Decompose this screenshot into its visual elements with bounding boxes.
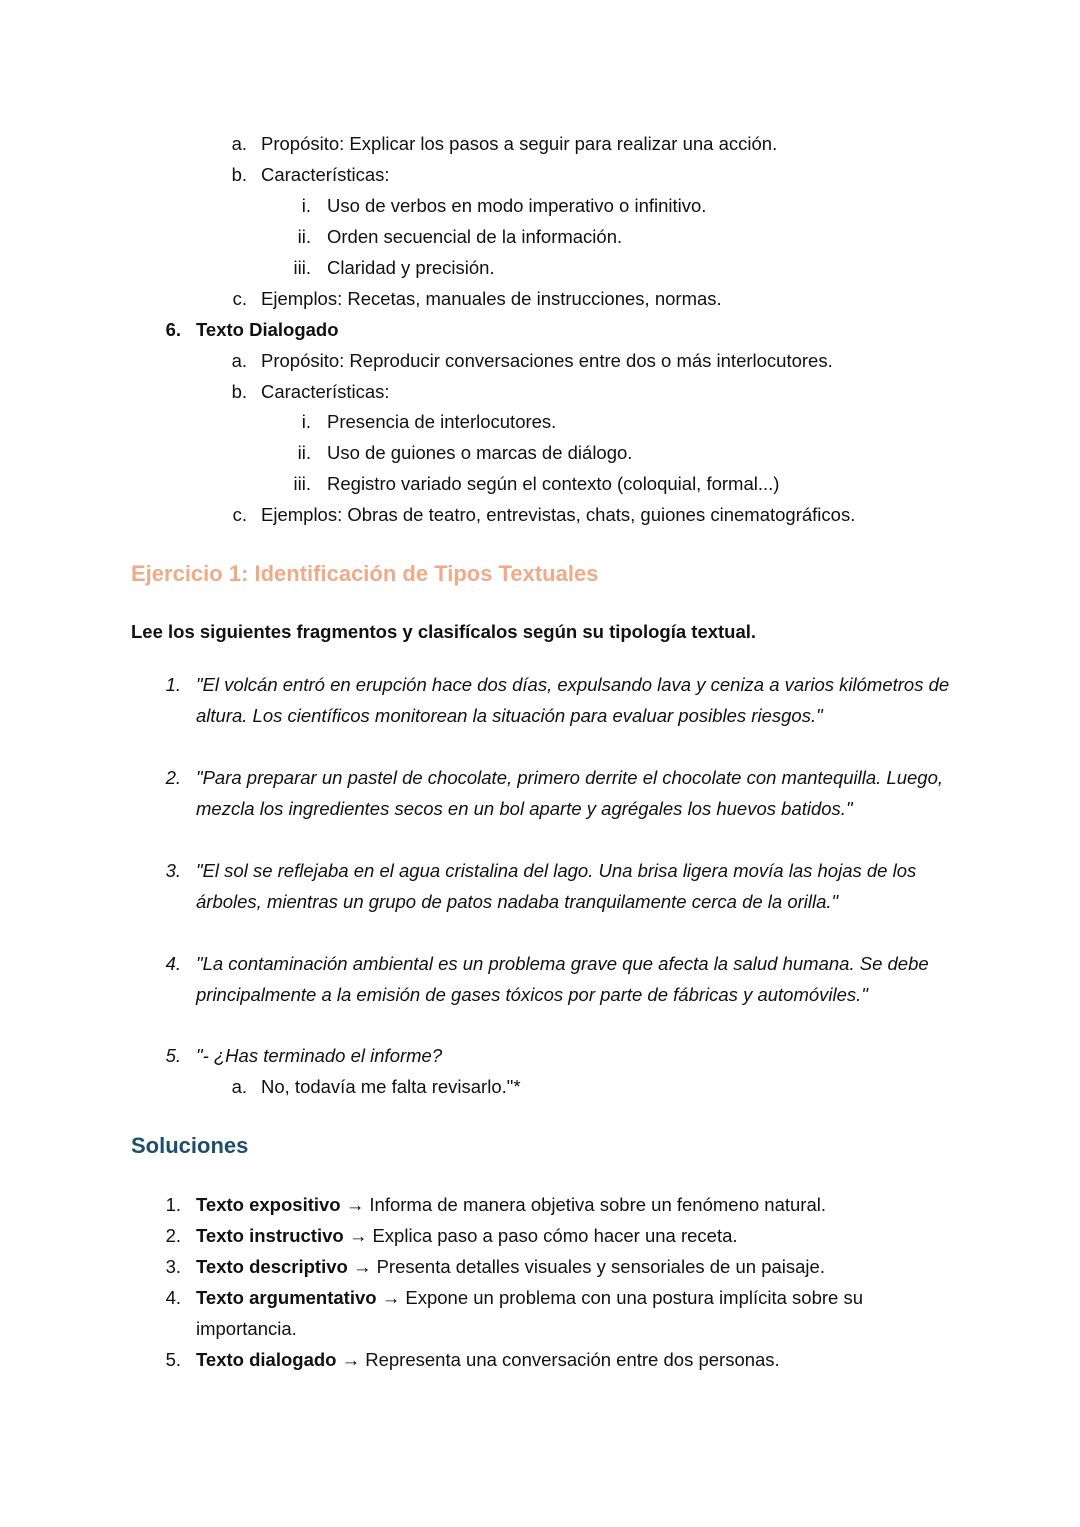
fragment: "Para preparar un pastel de chocolate, primero derrite el chocolate con mantequilla. Luego, mezcla los ingredientes secos en un bol aparte y agrégales los huevos batidos." bbox=[196, 767, 944, 819]
list-marker: 5. bbox=[165, 1349, 181, 1370]
fragment: "- ¿Has terminado el informe? bbox=[196, 1045, 443, 1066]
list-item: Propósito: Reproducir conversaciones entre dos o más interlocutores. bbox=[261, 350, 833, 371]
solution-item bbox=[196, 1344, 956, 1375]
list-item: Características: bbox=[261, 381, 390, 402]
list-item: Presencia de interlocutores. bbox=[327, 411, 557, 432]
list-marker: ii. bbox=[297, 226, 311, 247]
list-marker: 2. bbox=[165, 1225, 181, 1246]
solution-text: → Representa una conversación entre dos personas. bbox=[336, 1349, 780, 1370]
list-marker: i. bbox=[301, 195, 311, 216]
solutions-heading: Soluciones bbox=[131, 1133, 249, 1158]
list-marker: 3. bbox=[165, 1256, 181, 1277]
list-item: Características: bbox=[261, 164, 390, 185]
list-marker: iii. bbox=[293, 257, 311, 278]
list-marker: 1. bbox=[165, 674, 181, 695]
list-item: Propósito: Explicar los pasos a seguir para realizar una acción. bbox=[261, 133, 778, 154]
list-marker: a. bbox=[231, 350, 247, 371]
list-marker: 3. bbox=[165, 860, 181, 881]
solution-text: → Expone un problema con una postura implícita sobre su importancia. bbox=[196, 1287, 863, 1339]
solution-text: → Presenta detalles visuales y sensoriales de un paisaje. bbox=[347, 1256, 825, 1277]
solution-item bbox=[196, 1251, 956, 1282]
list-marker: b. bbox=[231, 164, 247, 185]
list-item: Uso de guiones o marcas de diálogo. bbox=[327, 442, 633, 463]
list-marker: a. bbox=[231, 133, 247, 154]
list-marker: iii. bbox=[293, 473, 311, 494]
solution-item bbox=[196, 1189, 956, 1220]
list-marker: i. bbox=[301, 411, 311, 432]
section-number: 6. bbox=[165, 319, 181, 340]
list-item: Uso de verbos en modo imperativo o infinitivo. bbox=[327, 195, 707, 216]
exercise-instruction: Lee los siguientes fragmentos y clasifícalos según su tipología textual. bbox=[131, 621, 757, 642]
fragment-reply: No, todavía me falta revisarlo."* bbox=[261, 1076, 521, 1097]
list-item: Registro variado según el contexto (coloquial, formal...) bbox=[327, 473, 780, 494]
solution-label: Texto descriptivo bbox=[196, 1256, 348, 1277]
list-marker: 1. bbox=[165, 1194, 181, 1215]
solution-label: Texto expositivo bbox=[196, 1194, 341, 1215]
solution-label: Texto argumentativo bbox=[196, 1287, 377, 1308]
list-marker: 2. bbox=[165, 767, 181, 788]
solution-label: Texto instructivo bbox=[196, 1225, 344, 1246]
list-marker: ii. bbox=[297, 442, 311, 463]
list-item: Ejemplos: Obras de teatro, entrevistas, chats, guiones cinematográficos. bbox=[261, 504, 856, 525]
solution-label: Texto dialogado bbox=[196, 1349, 337, 1370]
solution-text: → Informa de manera objetiva sobre un fenómeno natural. bbox=[340, 1194, 826, 1215]
exercise-heading: Ejercicio 1: Identificación de Tipos Textuales bbox=[131, 561, 599, 586]
list-marker: a. bbox=[231, 1076, 247, 1097]
solution-item bbox=[196, 1282, 956, 1344]
list-marker: 5. bbox=[165, 1045, 181, 1066]
list-item: Orden secuencial de la información. bbox=[327, 226, 623, 247]
fragment: "El sol se reflejaba en el agua cristalina del lago. Una brisa ligera movía las hojas de los árboles, mientras un grupo de patos nadaba tranquilamente cerca de la orilla." bbox=[196, 860, 917, 912]
solution-item bbox=[196, 1220, 956, 1251]
list-marker: c. bbox=[232, 504, 247, 525]
list-marker: 4. bbox=[165, 1287, 181, 1308]
fragment: "El volcán entró en erupción hace dos días, expulsando lava y ceniza a varios kilómetros de altura. Los científicos monitorean la situación para evaluar posibles riesgos." bbox=[196, 674, 950, 726]
list-marker: c. bbox=[232, 288, 247, 309]
fragment: "La contaminación ambiental es un problema grave que afecta la salud humana. Se debe principalmente a la emisión de gases tóxicos por parte de fábricas y automóviles." bbox=[196, 953, 929, 1005]
list-marker: 4. bbox=[165, 953, 181, 974]
section-title: Texto Dialogado bbox=[196, 319, 339, 340]
list-marker: b. bbox=[231, 381, 247, 402]
list-item: Claridad y precisión. bbox=[327, 257, 495, 278]
list-item: Ejemplos: Recetas, manuales de instrucciones, normas. bbox=[261, 288, 722, 309]
solution-text: → Explica paso a paso cómo hacer una receta. bbox=[343, 1225, 738, 1246]
